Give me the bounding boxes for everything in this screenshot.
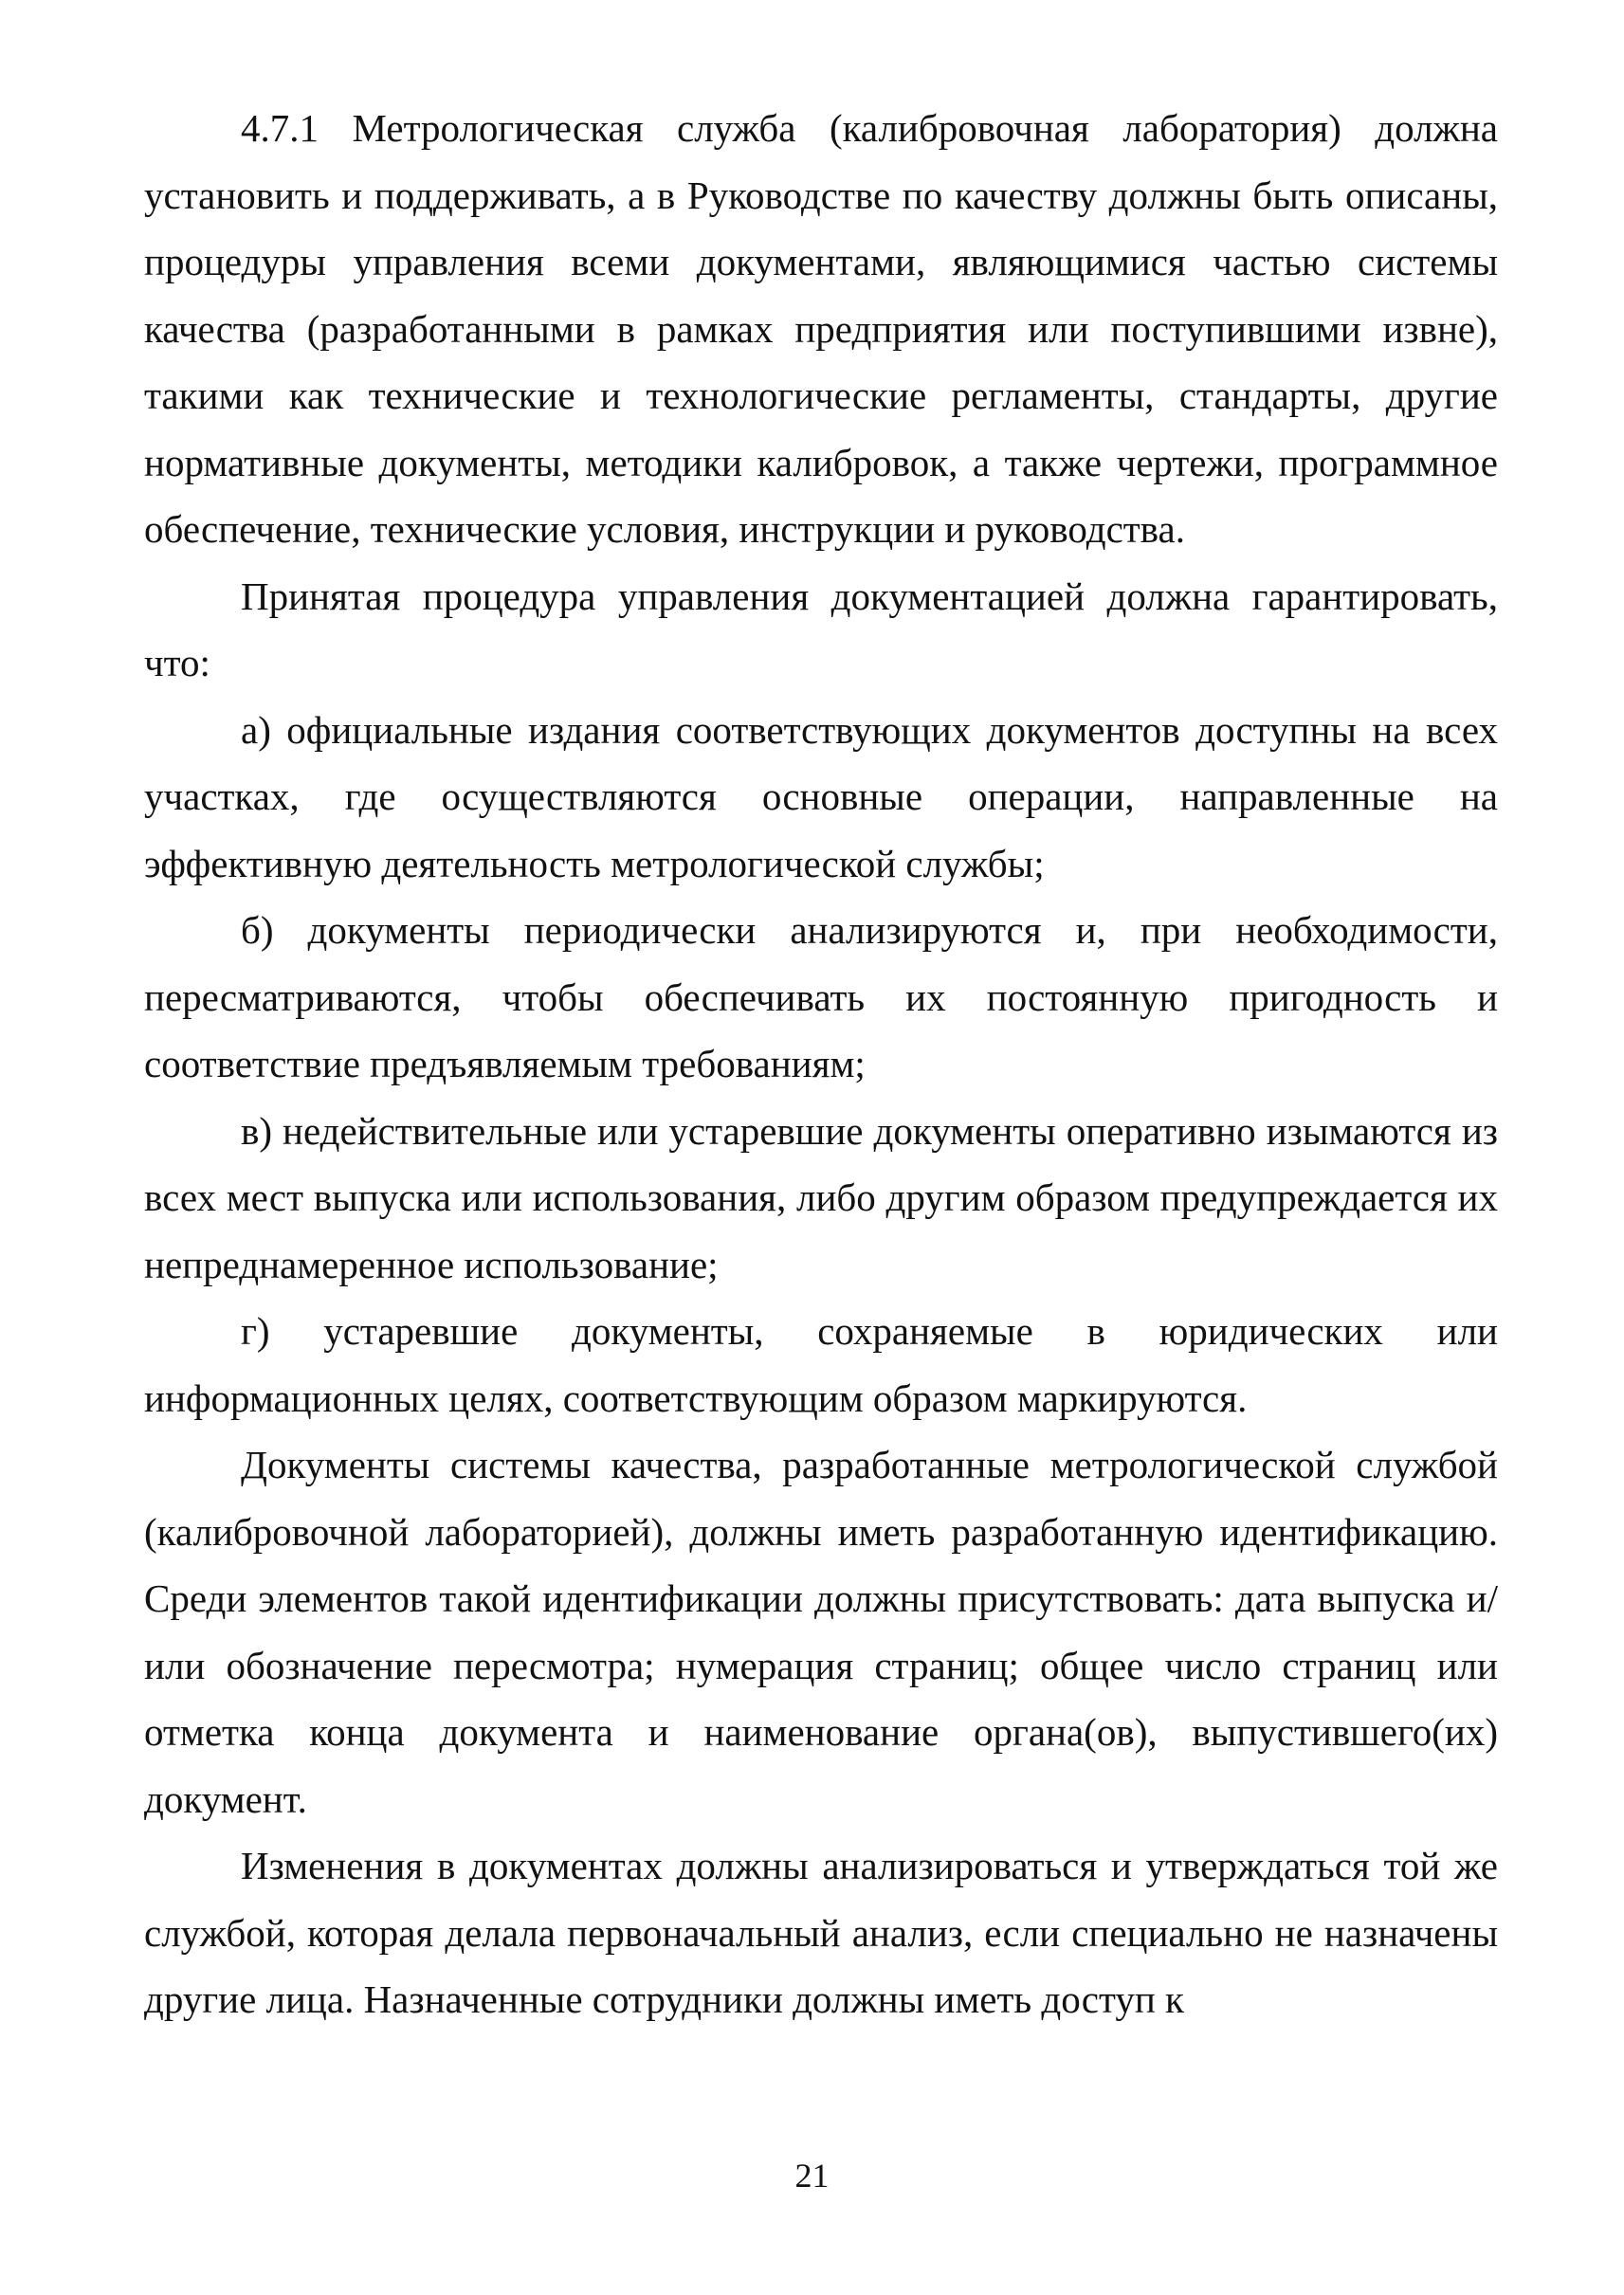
list-item-v: в) недействительные или устаревшие документы оперативно изымаются из всех мест выпуска или использования, либо другим образом предупреждается их непреднамеренное использование; [144,1108,1498,1286]
page-number: 21 [794,2157,830,2195]
paragraph-4-7-1: 4.7.1 Метрологическая служба (калибровочная лаборатория) должна установить и поддерживать, а в Руководстве по качеству должны быть описаны, процедуры управления всеми документами, являющимися частью системы качества (разработанными в рамках предприятия или поступившими извне), такими как технические и технологические регламенты, стандарты, другие нормативные документы, методики калибровок, а также чертежи, программное обеспечение, технические условия, инструкции и руководства. [144,106,1498,551]
paragraph-procedure-guarantee: Принятая процедура управления документацией должна гарантировать, что: [144,574,1498,684]
list-item-g: г) устаревшие документы, сохраняемые в юридических или информационных целях, соответствующим образом маркируются. [144,1309,1498,1420]
list-item-b: б) документы периодически анализируются и, при необходимости, пересматриваются, чтобы обеспечивать их постоянную пригодность и соответствие предъявляемым требованиям; [144,908,1498,1085]
list-item-a: а) официальные издания соответствующих документов доступны на всех участках, где осуществляются основные операции, направленные на эффективную деятельность метрологической службы; [144,707,1498,885]
document-body [144,95,1498,2033]
paragraph-identification: Документы системы качества, разработанные метрологической службой (калибровочной лабораторией), должны иметь разработанную идентификацию. Среди элементов такой идентификации должны присутствовать: дата выпуска и/или обозначение пересмотра; нумерация страниц; общее число страниц или отметка конца документа и наименование органа(ов), выпустившего(их) документ. [144,1443,1498,1821]
paragraph-changes: Изменения в документах должны анализироваться и утверждаться той же службой, которая делала первоначальный анализ, если специально не назначены другие лица. Назначенные сотрудники должны иметь доступ к [144,1844,1498,2021]
